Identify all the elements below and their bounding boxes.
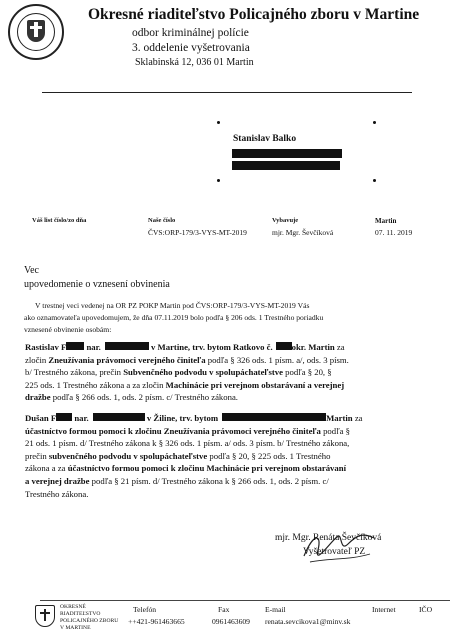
ref-label-place: Martin [375, 217, 397, 225]
redacted-birthdate-2 [93, 413, 145, 421]
accused-2-city: Martin [326, 413, 353, 423]
ref-handled-by: mjr. Mgr. Ševčíková [272, 228, 334, 237]
accused-2-line-6 [25, 475, 450, 488]
accused-1-crime-1: Zneužívania právomoci verejného činiteľa [48, 354, 206, 365]
footer-org-line-4: V MARTINE [60, 625, 91, 631]
intro-line-1: V trestnej veci vedenej na OR PZ POKP Martin pod ČVS:ORP-179/3-VYS-MT-2019 Vás [35, 301, 310, 310]
accused-2-crime-3-end: a verejnej dražbe [25, 475, 90, 486]
footer-email[interactable]: renata.sevcikova1@minv.sk [265, 617, 351, 626]
office-address: Sklabinská 12, 036 01 Martin [135, 57, 254, 68]
accused-1-district: okr. Martin [291, 342, 335, 352]
accused-2-crime-3-intro: zákona a za [25, 463, 68, 474]
accused-1-crime-3-end: dražbe [25, 392, 51, 403]
ref-date: 07. 11. 2019 [375, 228, 413, 237]
redacted-house-number-1 [276, 342, 292, 350]
footer-coat-of-arms-icon [35, 605, 55, 627]
accused-2-crime-1-section: podľa § [320, 425, 350, 436]
accused-2-crime-1: účastníctvo formou pomoci k zločinu Zneužívania právomoci verejného činiteľa [25, 425, 321, 436]
accused-1-line-3 [25, 366, 450, 379]
double-cross-bar [30, 26, 42, 29]
window-mark-bottom-left [217, 179, 220, 182]
accused-2-line-3: 21 ods. 1 písm. d/ Trestného zákona k § 326 ods. 1 písm. a/ ods. 3 písm. b/ Trestného zákona, [25, 438, 350, 449]
police-seal-logo [8, 4, 64, 60]
redacted-address-line-1 [232, 149, 342, 158]
footer-phone: ++421-961463665 [128, 617, 185, 626]
redacted-surname-2 [56, 413, 72, 421]
accused-1-crime-1-section: podľa § 326 ods. 1 písm. a/, ods. 3 písm. [205, 354, 349, 365]
accused-2-line-7: Trestného zákona. [25, 488, 89, 499]
footer-ico-label: IČO [419, 605, 433, 614]
subject-label: Vec [24, 265, 39, 276]
footer-phone-label: Telefón [133, 605, 157, 614]
accused-2-name: Dušan F [25, 413, 57, 423]
window-mark-top-left [217, 121, 220, 124]
accused-1-for: za [334, 342, 345, 352]
accused-2-line-1 [25, 412, 450, 425]
accused-1-born-label: nar. [84, 342, 101, 352]
accused-2-offence-type: prečin [25, 450, 49, 461]
accused-2-line-4 [25, 450, 450, 463]
accused-2-born-label: nar. [72, 413, 89, 423]
intro-line-3: vznesené obvinenie osobám: [24, 325, 112, 334]
accused-2-crime-3: účastníctvo formou pomoci k zločinu Machinácie pri verejnom obstarávaní [67, 463, 346, 474]
footer-fax: 0961463609 [212, 617, 250, 626]
footer-fax-label: Fax [218, 605, 230, 614]
window-mark-top-right [373, 121, 376, 124]
accused-1-crime-2-section: podľa § 20, § [282, 367, 332, 378]
footer-org-line-3: POLICAJNÉHO ZBORU [60, 618, 119, 624]
signatory-name: mjr. Mgr. Renáta Ševčíková [275, 533, 382, 543]
accused-1-paragraph [25, 341, 450, 404]
office-title: Okresné riaditeľstvo Policajného zboru v Martine [88, 6, 420, 23]
accused-1-line-5 [25, 391, 450, 404]
accused-2-paragraph [25, 412, 450, 500]
accused-1-crime-type: zločin [25, 354, 49, 365]
department-name: odbor kriminálnej polície [132, 27, 249, 39]
accused-1-crime-3-section: podľa § 266 ods. 1, ods. 2 písm. c/ Trestného zákona. [50, 392, 238, 403]
accused-1-name: Rastislav F [25, 342, 67, 352]
footer-internet-label: Internet [372, 605, 396, 614]
ref-label-your-letter: Váš list číslo/zo dňa [32, 217, 87, 224]
division-name: 3. oddelenie vyšetrovania [132, 42, 250, 54]
accused-1-line-4 [25, 379, 450, 392]
signatory-title: Vyšetrovateľ PZ [303, 547, 366, 557]
redacted-address-line-2 [232, 161, 340, 170]
accused-2-crime-2: subvenčného podvodu v spolupáchateľstve [48, 450, 208, 461]
accused-1-crime-3-intro: 225 ods. 1 Trestného zákona a za zločin [25, 379, 166, 390]
redacted-surname-1 [66, 342, 84, 350]
accused-1-crime-3: Machinácie pri verejnom obstarávaní a verejnej [165, 379, 345, 390]
window-mark-bottom-right [373, 179, 376, 182]
ref-label-our-number: Naše číslo [148, 217, 176, 224]
accused-1-line-1 [25, 341, 450, 354]
footer-organization [60, 604, 118, 632]
accused-2-crime-2-section: podľa § 20, § 225 ods. 1 Trestného [207, 450, 331, 461]
footer-org-line-1: OKRESNÉ [60, 604, 86, 610]
intro-line-2: ako oznamovateľa upovedomujem, že dňa 07.11.2019 bolo podľa § 206 ods. 1 Trestného poriadku [24, 313, 324, 322]
footer-divider [40, 600, 450, 601]
accused-2-line-2 [25, 425, 450, 438]
accused-1-crime-2: Subvenčného podvodu v spolupáchateľstve [123, 367, 283, 378]
accused-1-residence: v Martine, trv. bytom Ratkovo č. [148, 342, 273, 352]
accused-1-line-2 [25, 354, 450, 367]
header-divider [42, 92, 412, 93]
double-cross-icon [34, 22, 38, 37]
accused-2-residence: v Žiline, trv. bytom [144, 413, 219, 423]
redacted-address-2 [222, 413, 326, 421]
footer-org-line-2: RIADITEĽSTVO [60, 611, 101, 617]
accused-2-crime-3-section: podľa § 21 písm. d/ Trestného zákona k § 266 ods. 1, ods. 2 písm. c/ [89, 475, 329, 486]
ref-label-handled-by: Vybavuje [272, 217, 299, 224]
footer-email-label: E-mail [265, 605, 286, 614]
accused-2-for: za [352, 413, 363, 423]
ref-our-number: ČVS:ORP-179/3-VYS-MT-2019 [148, 228, 247, 237]
accused-1-offence-type: b/ Trestného zákona, prečin [25, 367, 124, 378]
recipient-name: Stanislav Balko [233, 134, 297, 144]
redacted-birthdate-1 [105, 342, 149, 350]
accused-2-line-5 [25, 462, 450, 475]
subject-text: upovedomenie o vznesení obvinenia [24, 279, 170, 290]
